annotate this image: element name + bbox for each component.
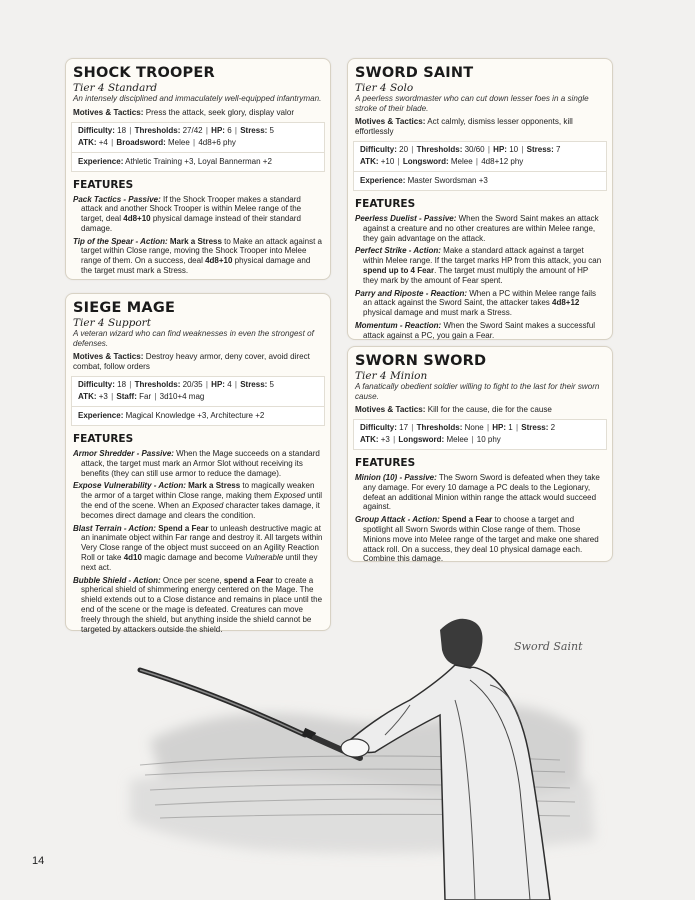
attack-line: ATK: +10 | Longsword: Melee | 4d8+12 phy <box>360 157 524 166</box>
feature-parry-and-riposte: Parry and Riposte - Reaction: When a PC within Melee range fails an attack against the Sword Saint, the attacker takes 4d8+12 physical damage and must mark a Stress. <box>355 288 596 318</box>
features-heading: FEATURES <box>355 198 416 210</box>
feature-armor-shredder: Armor Shredder - Passive: When the Mage succeeds on a standard attack, the target must mark an Armor Slot without receiving its benefits (they can still use armor to reduce the damage). <box>73 449 320 478</box>
features-heading: FEATURES <box>73 433 134 445</box>
features-heading: FEATURES <box>355 457 416 469</box>
card-description: A fanatically obedient soldier willing to fight to the last for their sworn cause. <box>355 382 600 401</box>
feature-peerless-duelist: Peerless Duelist - Passive: When the Sword Saint makes an attack against a creature and no other creatures are within Melee range, they gain advantage on the attack. <box>355 214 599 243</box>
page-number: 14 <box>32 855 45 867</box>
card-tier: Tier 4 Support <box>73 317 151 329</box>
feature-momentum: Momentum - Reaction: When the Sword Saint makes a successful attack against a PC, you gain a Fear. <box>355 320 596 340</box>
stat-block <box>71 376 325 426</box>
siege-mage-card <box>65 293 331 634</box>
attack-line: ATK: +3 | Staff: Far | 3d10+4 mag <box>78 392 205 401</box>
stat-line: Difficulty: 20 | Thresholds: 30/60 | HP: 10 | Stress: 7 <box>360 145 561 154</box>
card-title: SWORN SWORD <box>355 353 487 369</box>
attack-line: ATK: +3 | Longsword: Melee | 10 phy <box>360 435 501 444</box>
sworn-sword-card <box>347 346 613 562</box>
card-title: SHOCK TROOPER <box>73 65 215 81</box>
card-description: A veteran wizard who can find weaknesses in even the strongest of defenses. <box>73 329 314 348</box>
shock-trooper-card <box>65 58 331 280</box>
card-motives: Motives & Tactics: Kill for the cause, die for the cause <box>355 405 552 414</box>
card-motives: Motives & Tactics: Destroy heavy armor, deny cover, avoid direct combat, follow orders <box>73 352 310 371</box>
feature-perfect-strike: Perfect Strike - Action: Make a standard attack against a target within Melee range. If the target marks HP from this attack, you can spend up to 4 Fear. The target must multiply the amount of HP they mark by the amount of Fear spent. <box>355 246 602 285</box>
feature-minion: Minion (10) - Passive: The Sworn Sword is defeated when they take any damage. For every 10 damage a PC deals to the Legionary, defeat an additional Minion within range the attack would succeed against. <box>355 473 600 512</box>
card-tier: Tier 4 Solo <box>355 82 414 94</box>
card-title: SIEGE MAGE <box>73 300 176 316</box>
attack-line: ATK: +4 | Broadsword: Melee | 4d8+6 phy <box>78 137 236 147</box>
stat-line: Difficulty: 18 | Thresholds: 27/42 | HP: 6 | Stress: 5 <box>78 125 274 135</box>
card-motives: Motives & Tactics: Press the attack, seek glory, display valor <box>73 107 295 117</box>
illustration-caption: Sword Saint <box>514 640 583 653</box>
experience-line: Experience: Athletic Training +3, Loyal Bannerman +2 <box>72 152 324 168</box>
card-description: An intensely disciplined and immaculately well-equipped infantryman. <box>73 94 322 103</box>
stat-line: Difficulty: 17 | Thresholds: None | HP: 1 | Stress: 2 <box>360 423 556 432</box>
feature-bubble-shield: Bubble Shield - Action: Once per scene, spend a Fear to create a spherical shield of shimmering energy centered on the Mage. The shield extends out to a Close distance and remains in place until the end of the scene or the mage is defeated. Creatures can move freely through the shield, but anything inside the shield cannot be targeted by attackers outside the shield. <box>73 575 323 634</box>
card-tier: Tier 4 Minion <box>355 370 428 382</box>
stat-block <box>353 141 607 191</box>
card-motives: Motives & Tactics: Act calmly, dismiss lesser opponents, kill effortlessly <box>355 117 573 136</box>
features-heading: FEATURES <box>73 178 134 191</box>
feature-tip-of-the-spear: Tip of the Spear - Action: Mark a Stress to Make an attack against a target within Close range, moving the Shock Trooper into Melee range of them. On a success, deal 4d8+10 physical damage and the target must mark a Stress. <box>73 236 322 276</box>
stat-block <box>353 419 607 450</box>
card-title: SWORD SAINT <box>355 65 474 81</box>
card-description: A peerless swordmaster who can cut down lesser foes in a single stroke of their blade. <box>355 94 589 113</box>
feature-blast-terrain: Blast Terrain - Action: Spend a Fear to unleash destructive magic at an inanimate object within Far range and destroy it. All targets within Very Close range of the object must succeed on an Agility Reaction Roll or take 4d10 magic damage and become Vulnerable until they next act. <box>73 523 323 572</box>
feature-pack-tactics: Pack Tactics - Passive: If the Shock Trooper makes a standard attack and another Shock Trooper is within Melee range of the target, deal 4d8+10 physical damage instead of their standard damage. <box>73 194 302 233</box>
stat-block <box>71 122 325 172</box>
feature-group-attack: Group Attack - Action: Spend a Fear to choose a target and spotlight all Sworn Swords within Close range of them. Those Minions move into Melee range of the target and make one shared attack roll. On a success, they deal 10 physical damage each. Combine this damage. <box>355 515 599 564</box>
sword-saint-illustration <box>110 590 695 900</box>
feature-expose-vulnerability: Expose Vulnerability - Action: Mark a Stress to magically weaken the armor of a target within Close range, making them Exposed until the end of the scene. When an Exposed character takes damage, it becomes direct damage and clears the condition. <box>73 481 323 520</box>
card-tier: Tier 4 Standard <box>73 82 158 94</box>
stat-line: Difficulty: 18 | Thresholds: 20/35 | HP: 4 | Stress: 5 <box>78 380 274 389</box>
sword-saint-card <box>347 58 613 340</box>
experience-line: Experience: Magical Knowledge +3, Architecture +2 <box>72 406 324 422</box>
experience-line: Experience: Master Swordsman +3 <box>354 171 606 187</box>
